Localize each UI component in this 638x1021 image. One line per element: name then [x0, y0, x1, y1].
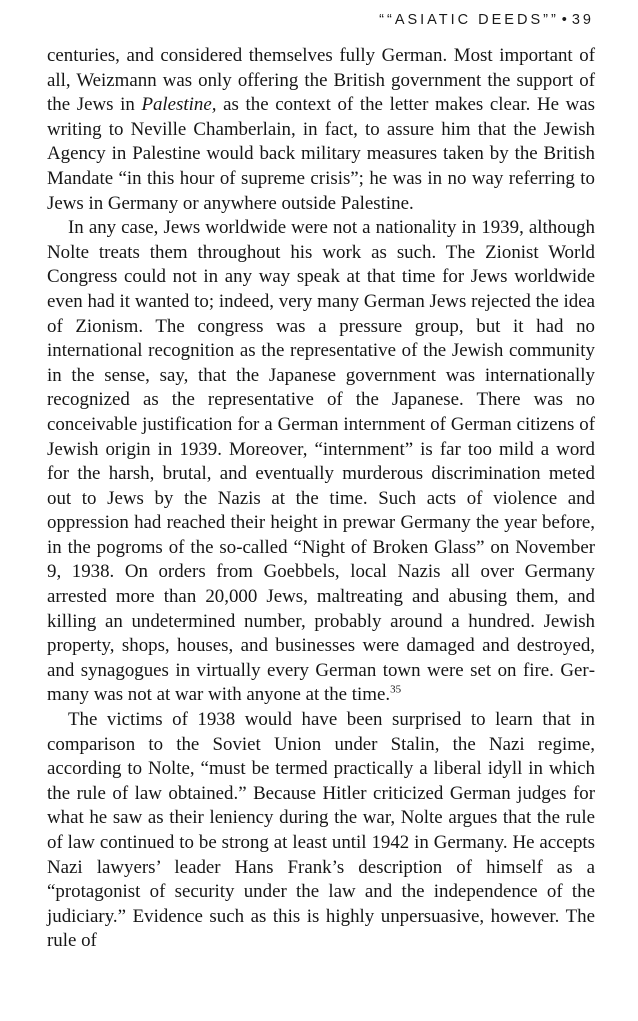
paragraph-3 [47, 708, 595, 954]
running-title: ““ASIATIC DEEDS”” [379, 12, 559, 28]
body-text [47, 44, 595, 954]
paragraph-2-text: In any case, Jews worldwide were not a nationality in 1939, although Nolte treats them throughout his work as such. The Zionist World Congress could not in any way speak at that time for Jews worldwide even had it wanted to; indeed, very many German Jews rejected the idea of Zionism. The congress was a pressure group, but it had no international recognition as the representative of the Jewish community in the sense, say, that the Japanese government was internationally recognized as the representative of the Japanese. There was no conceivable justification for a German internment of German citizens of Jewish origin in 1939. Moreover, “internment” is far too mild a word for the harsh, brutal, and eventually murderous discrimination meted out to Jews by the Nazis at the time. Such acts of violence and oppression had reached their height in prewar Germany the year before, in the pogroms of the so-called “Night of Broken Glass” on November 9, 1938. On orders from Goebbels, local Nazis all over Germany arrested more than 20,000 Jews, maltreating and abusing them, and killing an undetermined number, probably around a hundred. Jewish property, shops, houses, and businesses were damaged and destroyed, and synagogues in virtually every German town were set on fire. Germany was not at war with anyone at the time. [47, 217, 595, 706]
paragraph-1 [47, 44, 595, 216]
paragraph-1-emphasis: Palestine, [141, 94, 217, 116]
paragraph-1-text-after: as the context of the letter makes clear. He was writing to Neville Chamberlain, in fact, to assure him that the Jewish Agency in Palestine would back military measures taken by the British Mandate “in this hour of supreme crisis”; he was in no way referring to Jews in Germany or anywhere outside Palestine. [47, 94, 595, 214]
running-head [379, 12, 594, 28]
page-number: 39 [571, 12, 594, 28]
footnote-marker: 35 [390, 684, 402, 697]
paragraph-3-text: The victims of 1938 would have been surprised to learn that in comparison to the Soviet Union under Stalin, the Nazi regime, according to Nolte, “must be termed practically a liberal idyll in which the rule of law obtained.” Because Hitler criticized German judges for what he saw as their leniency during the war, Nolte argues that the rule of law continued to be strong at least until 1942 in Germany. He accepts Nazi lawyers’ leader Hans Frank’s description of himself as a “protagonist of security under the law and the independence of the judiciary.” Evidence such as this is highly unpersuasive, however. The rule of [47, 709, 595, 952]
paragraph-1-text: centuries, and considered themselves fully German. Most important of all, Weizmann was only offering the British government the support of the Jews in [47, 45, 595, 116]
header-bullet: • [561, 12, 567, 28]
paragraph-2 [47, 216, 595, 708]
